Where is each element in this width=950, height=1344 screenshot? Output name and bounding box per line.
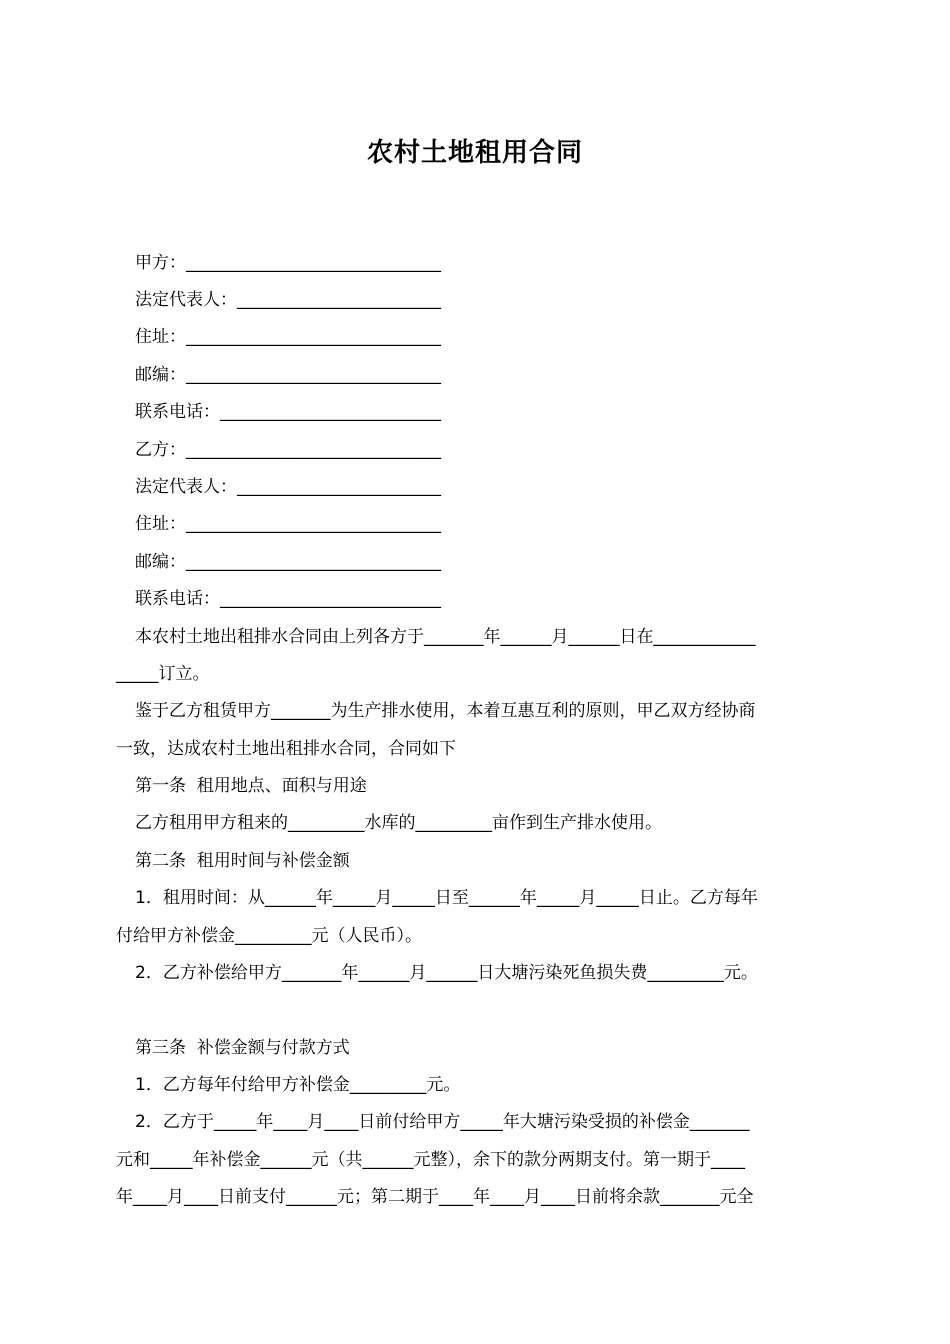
party-a-addr: 住址：______________________________ bbox=[135, 327, 441, 347]
article-2-item-2: 2．乙方补偿给甲方_______年______月______日大塘污染死鱼损失费_________元。 bbox=[135, 963, 758, 983]
article-1-heading: 第一条 租用地点、面积与用途 bbox=[135, 776, 367, 796]
party-a-zip: 邮编：______________________________ bbox=[135, 365, 441, 385]
party-b-phone: 联系电话：__________________________ bbox=[135, 589, 441, 609]
preamble-line-2: 一致，达成农村土地出租排水合同，合同如下 bbox=[116, 739, 456, 759]
party-b-name: 乙方：______________________________ bbox=[135, 440, 441, 460]
page-title: 农村土地租用合同 bbox=[366, 138, 583, 168]
intro-line-2: _____订立。 bbox=[116, 664, 210, 684]
party-a-rep: 法定代表人：________________________ bbox=[135, 290, 441, 310]
article-3-heading: 第三条 补偿金额与付款方式 bbox=[135, 1038, 350, 1058]
party-b-zip: 邮编：______________________________ bbox=[135, 552, 441, 572]
intro-line-1: 本农村土地出租排水合同由上列各方于_______年______月______日在____________ bbox=[135, 627, 756, 647]
article-3-item-2-line-3: 年____月____日前支付______元；第二期于____年____月____日前将余款_______元全 bbox=[116, 1187, 754, 1207]
article-1-text: 乙方租用甲方租来的_________水库的_________亩作到生产排水使用。 bbox=[135, 813, 662, 833]
preamble-line-1: 鉴于乙方租赁甲方_______为生产排水使用，本着互惠互利的原则，甲乙双方经协商 bbox=[135, 701, 756, 721]
article-2-item-1-line-1: 1．租用时间：从______年_____月_____日至______年_____月_____日止。乙方每年 bbox=[135, 888, 758, 908]
article-3-item-2-line-2: 元和_____年补偿金______元（共______元整），余下的款分两期支付。第一期于____ bbox=[116, 1150, 745, 1170]
article-2-item-1-line-2: 付给甲方补偿金_________元（人民币）。 bbox=[116, 926, 422, 946]
party-a-phone: 联系电话：__________________________ bbox=[135, 402, 441, 422]
party-b-addr: 住址：______________________________ bbox=[135, 514, 441, 534]
party-b-rep: 法定代表人：________________________ bbox=[135, 477, 441, 497]
article-2-heading: 第二条 租用时间与补偿金额 bbox=[135, 851, 350, 871]
party-a-name: 甲方：______________________________ bbox=[135, 253, 441, 273]
article-3-item-2-line-1: 2．乙方于_____年____月____日前付给甲方_____年大塘污染受损的补偿金_______ bbox=[135, 1112, 750, 1132]
article-3-item-1: 1．乙方每年付给甲方补偿金_________元。 bbox=[135, 1075, 461, 1095]
